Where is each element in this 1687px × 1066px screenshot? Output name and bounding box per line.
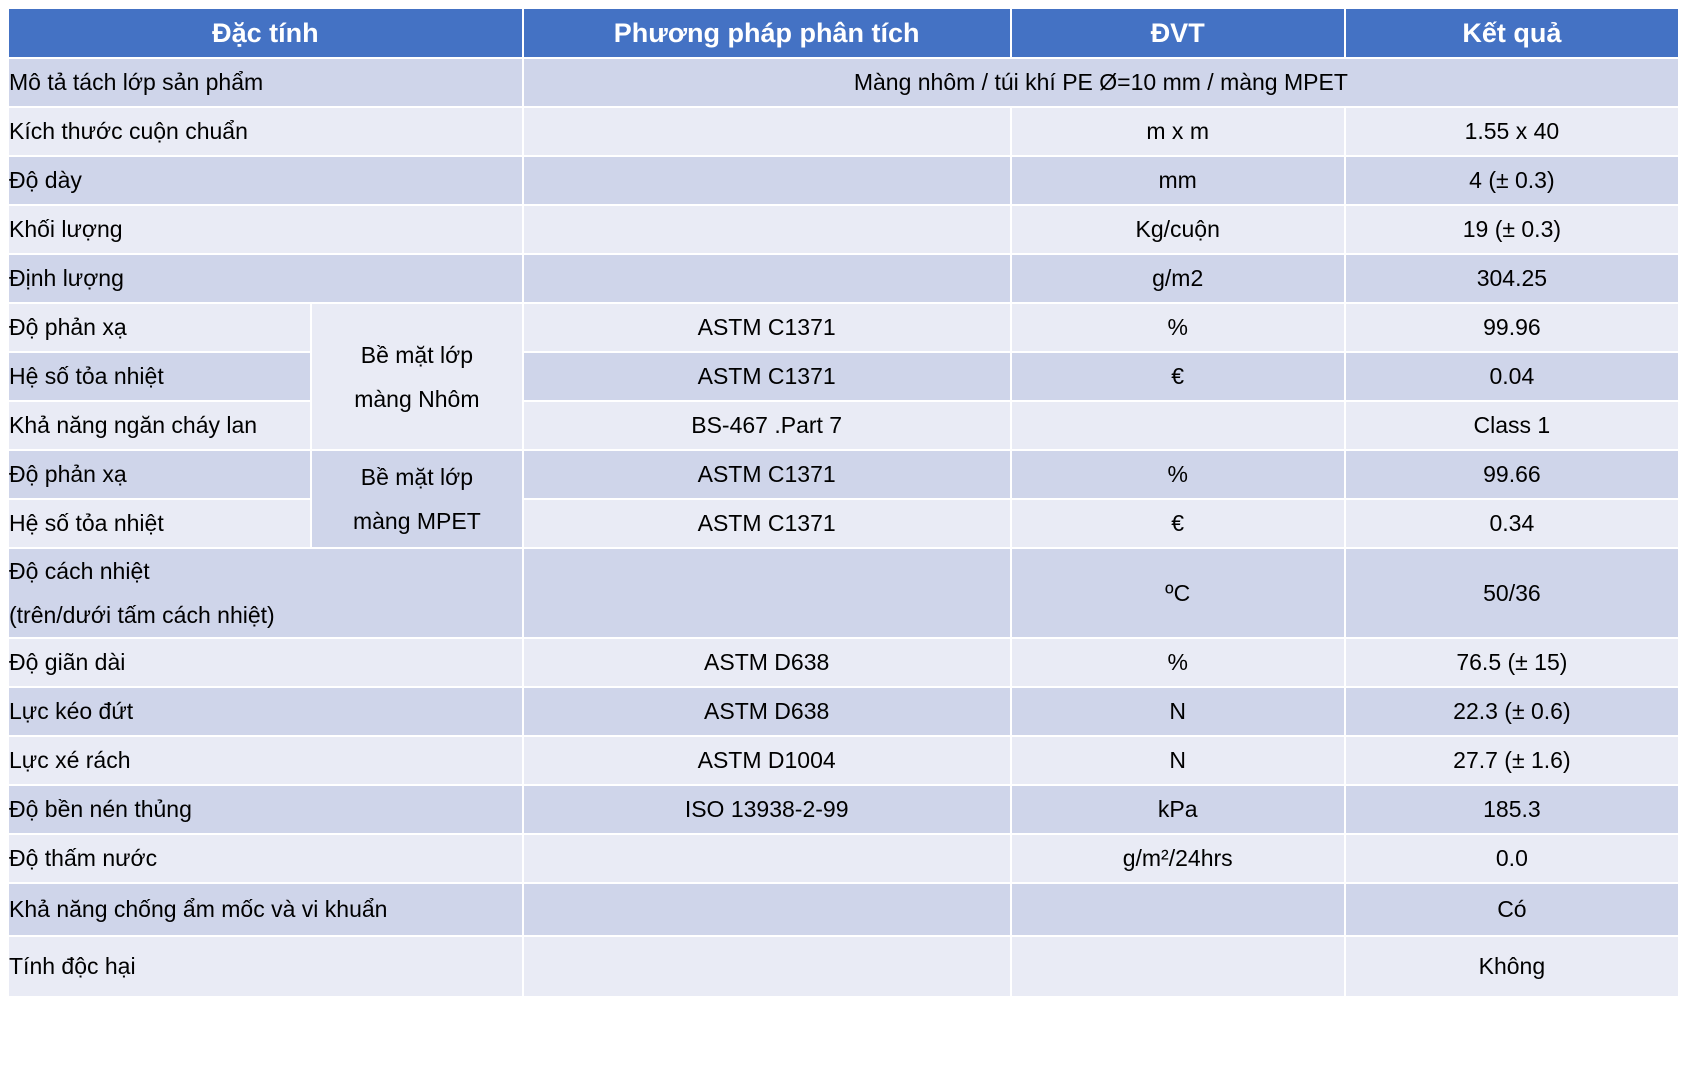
row-method	[523, 107, 1011, 156]
row-label: Hệ số tỏa nhiệt	[8, 499, 311, 548]
table-row	[8, 303, 1679, 352]
row-label: Tính độc hại	[8, 936, 523, 997]
spec-table	[7, 7, 1680, 998]
group-line-2: màng Nhôm	[354, 385, 480, 412]
row-label: Độ thấm nước	[8, 834, 523, 883]
group-mpet-surface	[311, 450, 523, 548]
row-result: 76.5 (± 15)	[1345, 638, 1679, 687]
header-characteristic: Đặc tính	[8, 8, 523, 58]
row-label: Khối lượng	[8, 205, 523, 254]
row-unit: g/m²/24hrs	[1011, 834, 1345, 883]
table-row	[8, 548, 1679, 638]
row-label: Độ bền nén thủng	[8, 785, 523, 834]
row-label: Hệ số tỏa nhiệt	[8, 352, 311, 401]
table-row	[8, 254, 1679, 303]
row-label: Độ giãn dài	[8, 638, 523, 687]
row-result: 99.96	[1345, 303, 1679, 352]
row-merged-value: Màng nhôm / túi khí PE Ø=10 mm / màng MPET	[523, 58, 1679, 107]
row-method	[523, 936, 1011, 997]
row-unit: €	[1011, 499, 1345, 548]
row-label-line-2: (trên/dưới tấm cách nhiệt)	[9, 602, 275, 628]
row-result: 185.3	[1345, 785, 1679, 834]
row-result: 0.0	[1345, 834, 1679, 883]
table-row	[8, 499, 1679, 548]
row-result: 50/36	[1345, 548, 1679, 638]
row-method	[523, 254, 1011, 303]
row-method: ASTM C1371	[523, 352, 1011, 401]
row-unit	[1011, 936, 1345, 997]
row-method	[523, 548, 1011, 638]
row-result: 304.25	[1345, 254, 1679, 303]
row-label	[8, 548, 523, 638]
row-label: Độ dày	[8, 156, 523, 205]
table-row	[8, 883, 1679, 936]
row-unit	[1011, 401, 1345, 450]
group-aluminum-surface	[311, 303, 523, 450]
header-method: Phương pháp phân tích	[523, 8, 1011, 58]
row-result: 22.3 (± 0.6)	[1345, 687, 1679, 736]
row-label: Lực xé rách	[8, 736, 523, 785]
row-method: ISO 13938-2-99	[523, 785, 1011, 834]
table-row	[8, 450, 1679, 499]
row-result: 0.04	[1345, 352, 1679, 401]
row-label: Độ phản xạ	[8, 303, 311, 352]
row-method: ASTM C1371	[523, 303, 1011, 352]
row-method: ASTM C1371	[523, 499, 1011, 548]
group-line-2: màng MPET	[352, 508, 481, 534]
header-result: Kết quả	[1345, 8, 1679, 58]
row-result: 4 (± 0.3)	[1345, 156, 1679, 205]
group-line-1: Bề mặt lớp	[360, 464, 473, 490]
row-method	[523, 205, 1011, 254]
row-unit: kPa	[1011, 785, 1345, 834]
row-result: 1.55 x 40	[1345, 107, 1679, 156]
row-method: ASTM D1004	[523, 736, 1011, 785]
row-method: ASTM D638	[523, 687, 1011, 736]
row-method	[523, 834, 1011, 883]
row-label: Định lượng	[8, 254, 523, 303]
row-result: Class 1	[1345, 401, 1679, 450]
row-label: Lực kéo đứt	[8, 687, 523, 736]
row-method: ASTM C1371	[523, 450, 1011, 499]
row-unit	[1011, 883, 1345, 936]
row-result: Có	[1345, 883, 1679, 936]
row-unit: €	[1011, 352, 1345, 401]
group-line-1: Bề mặt lớp	[360, 341, 473, 368]
table-header-row	[8, 8, 1679, 58]
table-row	[8, 401, 1679, 450]
row-method: ASTM D638	[523, 638, 1011, 687]
row-result: 27.7 (± 1.6)	[1345, 736, 1679, 785]
row-unit: mm	[1011, 156, 1345, 205]
table-row	[8, 58, 1679, 107]
row-unit: ºC	[1011, 548, 1345, 638]
row-unit: %	[1011, 638, 1345, 687]
table-row	[8, 107, 1679, 156]
row-method: BS-467 .Part 7	[523, 401, 1011, 450]
row-label: Độ phản xạ	[8, 450, 311, 499]
row-method	[523, 156, 1011, 205]
row-result: 99.66	[1345, 450, 1679, 499]
row-result: Không	[1345, 936, 1679, 997]
row-label: Khả năng ngăn cháy lan	[8, 401, 311, 450]
table-row	[8, 638, 1679, 687]
table-row	[8, 936, 1679, 997]
row-label: Mô tả tách lớp sản phẩm	[8, 58, 523, 107]
row-unit: %	[1011, 303, 1345, 352]
table-row	[8, 785, 1679, 834]
table-row	[8, 834, 1679, 883]
row-result: 19 (± 0.3)	[1345, 205, 1679, 254]
row-label-line-1: Độ cách nhiệt	[9, 558, 150, 584]
row-result: 0.34	[1345, 499, 1679, 548]
table-row	[8, 156, 1679, 205]
table-row	[8, 687, 1679, 736]
row-unit: g/m2	[1011, 254, 1345, 303]
row-label: Kích thước cuộn chuẩn	[8, 107, 523, 156]
row-unit: %	[1011, 450, 1345, 499]
table-row	[8, 205, 1679, 254]
table-row	[8, 352, 1679, 401]
header-unit: ĐVT	[1011, 8, 1345, 58]
row-label: Khả năng chống ẩm mốc và vi khuẩn	[8, 883, 523, 936]
table-row	[8, 736, 1679, 785]
row-method	[523, 883, 1011, 936]
row-unit: N	[1011, 687, 1345, 736]
row-unit: m x m	[1011, 107, 1345, 156]
row-unit: N	[1011, 736, 1345, 785]
row-unit: Kg/cuộn	[1011, 205, 1345, 254]
